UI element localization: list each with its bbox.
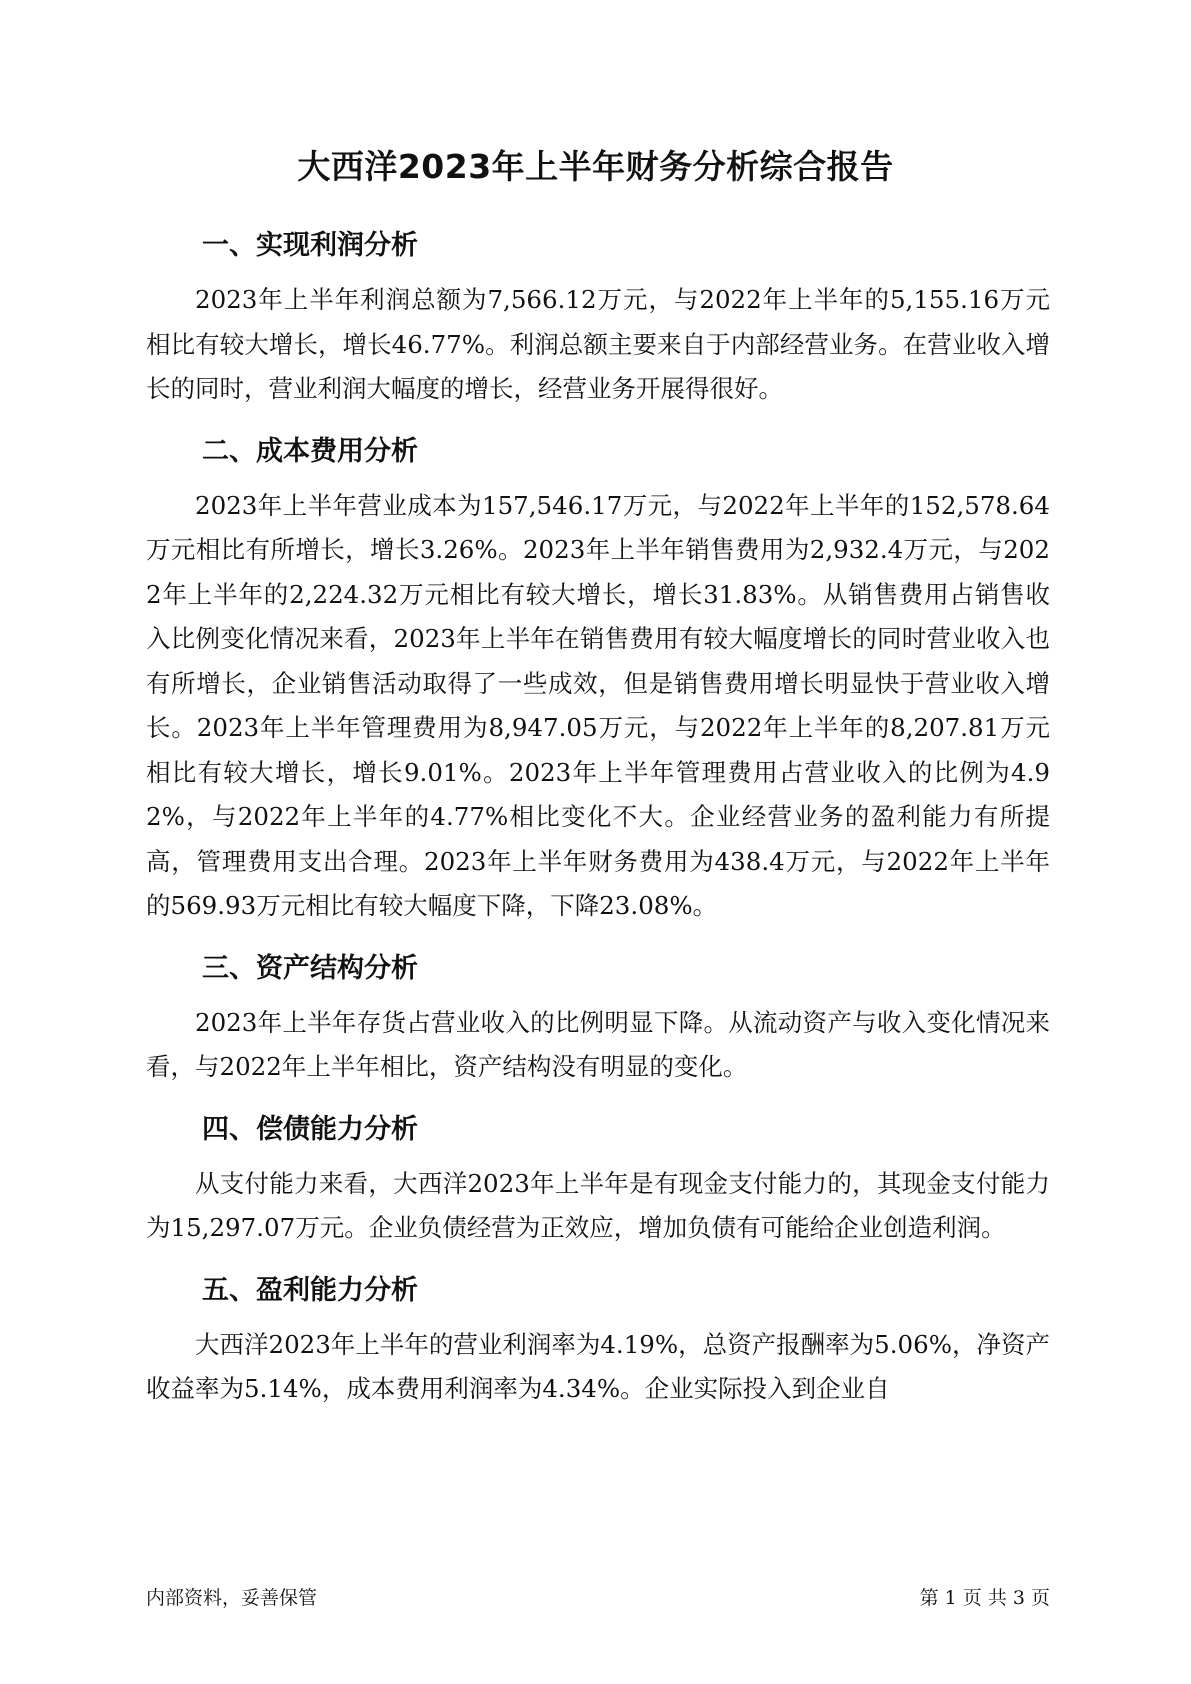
section-paragraph: 2023年上半年营业成本为157,546.17万元，与2022年上半年的152,578.64万元相比有所增长，增长3.26%。2023年上半年销售费用为2,932.4万元，与2022年上半年的2,224.32万元相比有较大增长，增长31.83%。从销售费用占销售收入比例变化情况来看，2023年上半年在销售费用有较大幅度增长的同时营业收入也有所增长，企业销售活动取得了一些成效，但是销售费用增长明显快于营业收入增长。2023年上半年管理费用为8,947.05万元，与2022年上半年的8,207.81万元相比有较大增长，增长9.01%。2023年上半年管理费用占营业收入的比例为4.92%，与2022年上半年的4.77%相比变化不大。企业经营业务的盈利能力有所提高，管理费用支出合理。2023年上半年财务费用为438.4万元，与2022年上半年的569.93万元相比有较大幅度下降，下降23.08%。: [146, 490, 1050, 920]
section-paragraph: 从支付能力来看，大西洋2023年上半年是有现金支付能力的，其现金支付能力为15,297.07万元。企业负债经营为正效应，增加负债有可能给企业创造利润。: [146, 1168, 1050, 1242]
section-heading: 一、实现利润分析: [202, 230, 418, 261]
footer-page-number: 第 1 页 共 3 页: [919, 1587, 1050, 1609]
section-heading: 五、盈利能力分析: [202, 1274, 418, 1306]
document-title: 大西洋2023年上半年财务分析综合报告: [297, 147, 894, 186]
section-heading: 三、资产结构分析: [202, 952, 418, 984]
section-cost-analysis: [146, 432, 1050, 929]
section-heading: 二、成本费用分析: [202, 435, 418, 467]
footer-confidential-note: 内部资料，妥善保管: [146, 1587, 318, 1609]
section-profitability-analysis: [146, 1271, 1050, 1412]
section-asset-structure-analysis: [146, 949, 1050, 1090]
section-heading: 四、偿债能力分析: [202, 1113, 418, 1145]
document-body: [146, 226, 1050, 1432]
section-paragraph: 大西洋2023年上半年的营业利润率为4.19%，总资产报酬率为5.06%，净资产收益率为5.14%，成本费用利润率为4.34%。企业实际投入到企业自: [146, 1329, 1051, 1403]
section-profit-analysis: [146, 226, 1050, 412]
section-solvency-analysis: [146, 1110, 1050, 1251]
section-paragraph: 2023年上半年利润总额为7,566.12万元，与2022年上半年的5,155.16万元相比有较大增长，增长46.77%。利润总额主要来自于内部经营业务。在营业收入增长的同时，营业利润大幅度的增长，经营业务开展得很好。: [146, 285, 1050, 403]
section-paragraph: 2023年上半年存货占营业收入的比例明显下降。从流动资产与收入变化情况来看，与2022年上半年相比，资产结构没有明显的变化。: [146, 1007, 1050, 1081]
